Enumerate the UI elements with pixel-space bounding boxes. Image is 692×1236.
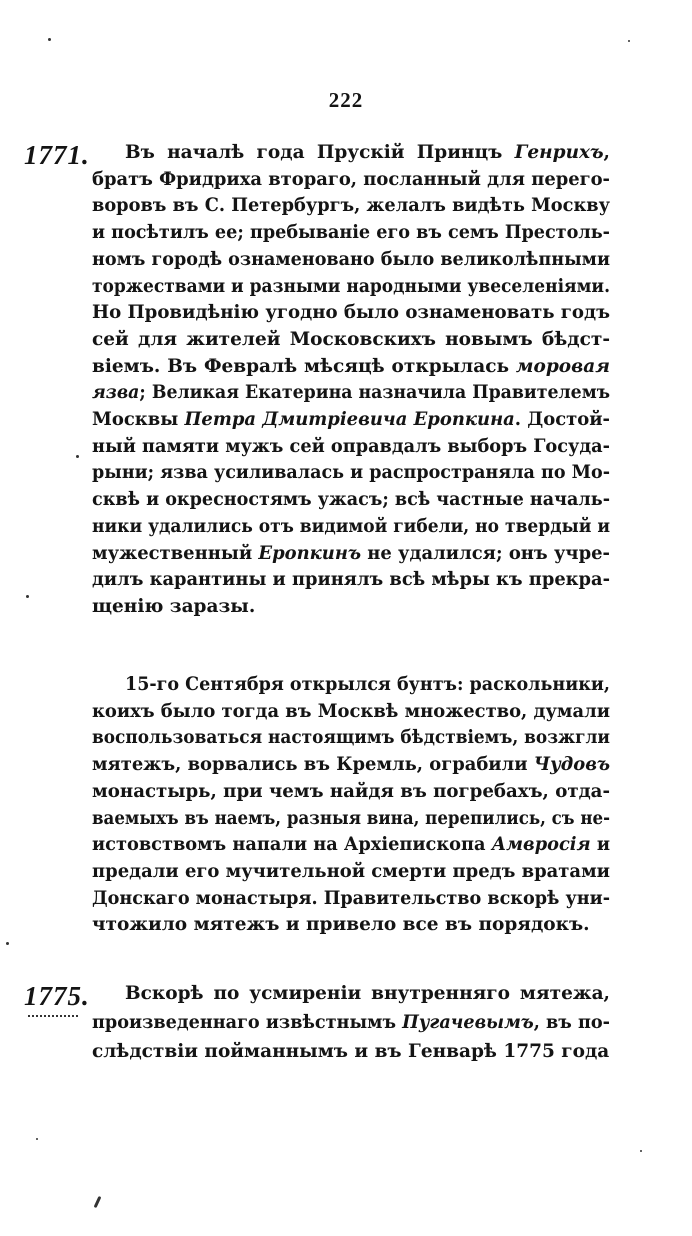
text-run: сквѣ и окресностямъ ужасъ; всѣ частные началь- [92,489,610,511]
italic-name: Пугачевымъ [402,1012,534,1033]
text-line [92,541,610,567]
text-line [92,487,610,513]
text-run: произведеннаго извѣстнымъ [92,1012,403,1033]
text-line [92,752,610,778]
italic-name: моровая [515,355,610,377]
text-run: слѣдствіи пойманнымъ и въ Генварѣ 1775 года [92,1041,610,1062]
text-run: воровъ въ С. Петербургъ, желалъ видѣть Москву [92,195,610,217]
print-speck [640,1150,642,1152]
text-run: , въ по- [533,1012,610,1033]
text-line [92,300,610,326]
text-run: не удалился; онъ учре- [360,542,610,564]
text-run: и посѣтилъ ее; пребываніе его въ семъ Престоль- [92,222,610,244]
text-run: Въ началѣ года Прускій Принцъ [125,142,515,163]
text-run: Но Провидѣнію угодно было ознаменовать годъ [92,302,610,324]
text-run: сей для жителей Московскихъ новымъ бѣдст- [92,328,610,350]
text-run: рыни; язва усиливалась и распространяла по Мо- [92,462,610,484]
text-run: ваемыхъ въ наемъ, разныя вина, перепились, съ не- [92,807,610,829]
text-line [92,354,610,380]
text-run: дилъ карантины и принялъ всѣ мѣры къ прекра- [92,569,610,591]
print-speck [94,1196,102,1208]
text-line [92,594,255,620]
text-line [92,407,610,433]
text-run: номъ городѣ ознаменовано было великолѣпными [92,248,610,270]
text-run: истовствомъ напали на Архіепископа [92,834,492,856]
text-run: Донскаго монастыря. Правительство вскорѣ уни- [92,887,610,909]
text-line [92,247,610,273]
print-speck [36,1138,38,1140]
italic-name: язва [92,382,140,404]
print-speck [628,40,630,42]
italic-name: Генрихъ [514,142,604,163]
text-line [92,806,610,832]
text-line [92,274,610,300]
text-run: мятежъ, ворвались въ Кремль, ограбили [92,754,534,776]
text-line [92,380,610,406]
text-run: Москвы [92,409,185,430]
text-run: 15-го Сентября открылся бунтъ: раскольники, [125,674,610,695]
print-speck [76,455,79,458]
text-run: , [603,142,610,163]
text-line [92,460,610,486]
text-line [92,725,610,751]
text-run: щенію заразы. [92,595,256,617]
text-run: монастырь, при чемъ найдя въ погребахъ, отда- [92,780,610,802]
text-run: Вскорѣ по усмиреніи внутренняго мятежа, [125,983,610,1004]
text-run: мужественный [92,542,259,564]
text-line [92,1039,609,1065]
italic-name: Амвросія [491,834,591,856]
text-run: чтожило мятежъ и привело все въ порядокъ. [92,914,590,936]
text-line [92,434,610,460]
text-line [92,886,610,912]
text-run: . Достой- [514,409,610,430]
text-line [92,1010,610,1036]
text-line [92,327,610,353]
text-run: ники удалились отъ видимой гибели, но твердый и [92,515,610,537]
print-speck [6,942,9,945]
margin-year-1771: 1771. [24,140,90,170]
text-line [92,193,610,219]
page-number: 222 [328,88,364,112]
text-line [125,981,610,1007]
text-line [92,699,610,725]
text-line [92,859,610,885]
text-line [92,567,610,593]
margin-year-1775: 1775. [24,981,90,1011]
print-speck [26,595,29,598]
text-line [92,220,610,246]
text-run: віемъ. Въ Февралѣ мѣсяцѣ открылась [92,355,516,377]
text-line [125,140,610,166]
text-run: воспользоваться настоящимъ бѣдствіемъ, возжгли [92,727,610,749]
italic-name: Чудовъ [533,754,610,776]
text-line [92,779,610,805]
text-run: братъ Фридриха втораго, посланный для перего- [92,168,610,190]
text-run: и [590,834,610,856]
text-line [92,832,610,858]
text-line [125,672,610,698]
print-speck [48,38,51,41]
margin-year-underline [28,1015,78,1017]
text-run: ный памяти мужъ сей оправдалъ выборъ Госуда- [92,435,610,457]
text-run: коихъ было тогда въ Москвѣ множество, думали [92,700,610,722]
text-line [92,514,610,540]
text-run: торжествами и разными народными увеселеніями. [92,275,610,297]
text-line [92,912,590,938]
italic-name: Петра Дмитріевича Еропкина [184,409,515,430]
text-line [92,167,610,193]
italic-name: Еропкинъ [258,542,361,564]
text-run: предали его мучительной смерти предъ вратами [92,860,610,882]
text-run: ; Великая Екатерина назначила Правителемъ [139,382,610,404]
